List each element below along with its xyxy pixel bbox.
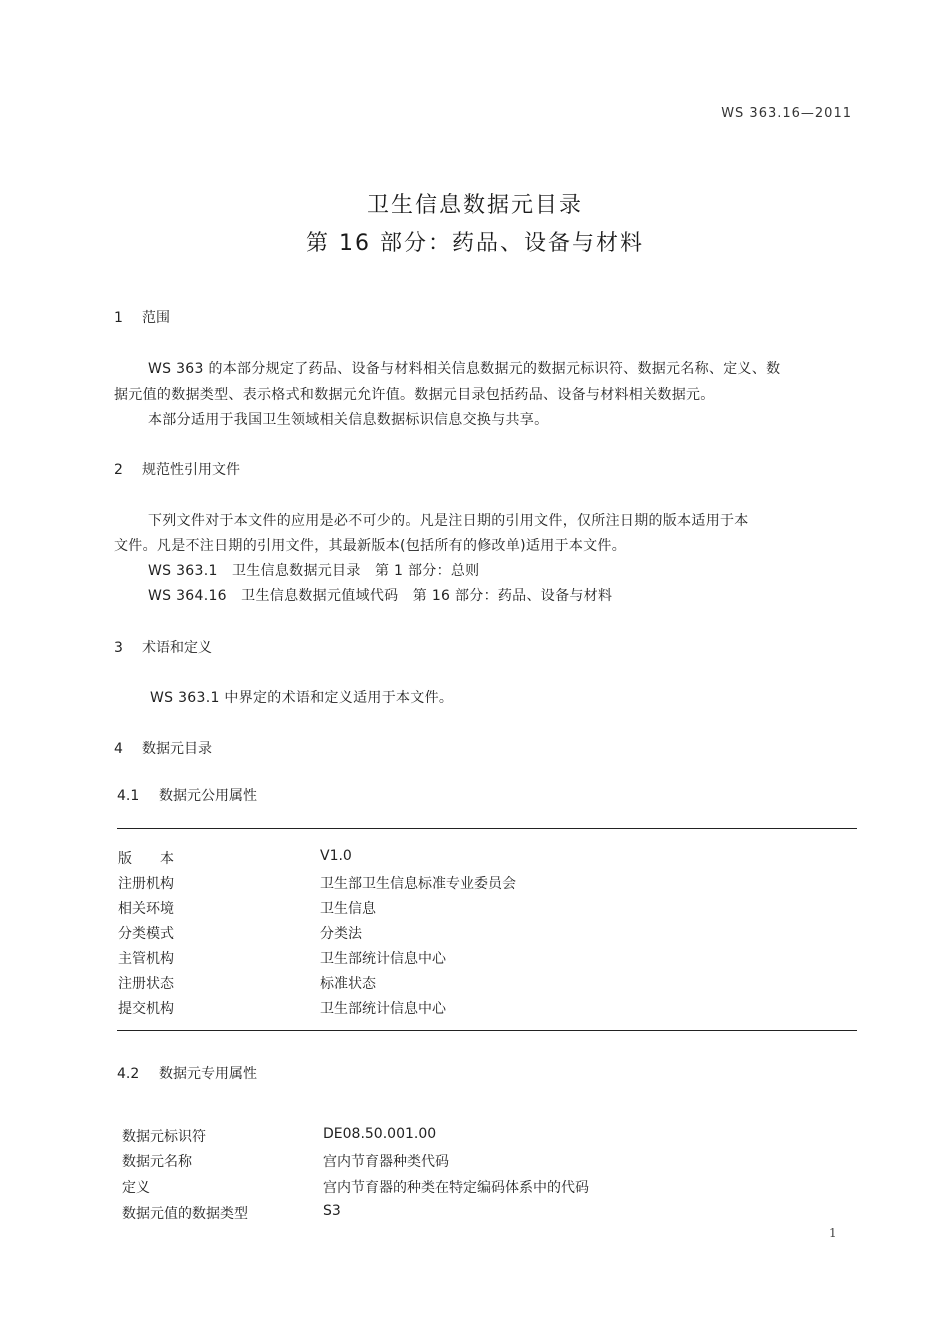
section-title: 术语和定义 [142, 640, 212, 656]
attr-value: S3 [323, 1203, 341, 1219]
section-2-heading [114, 459, 240, 479]
document-code: WS 363.16—2011 [721, 106, 852, 121]
section-title: 数据元目录 [142, 741, 212, 757]
attr-value: 标准状态 [320, 976, 376, 992]
attr-value: 卫生部卫生信息标准专业委员会 [320, 876, 516, 892]
attr-value: 分类法 [320, 926, 362, 942]
attr-key: 注册机构 [118, 876, 174, 892]
reference-item: WS 363.1 卫生信息数据元目录 第 1 部分：总则 [148, 563, 480, 579]
section-number: 4.1 [117, 788, 140, 804]
section-title: 规范性引用文件 [142, 462, 240, 478]
section-2-para-line-1: 下列文件对于本文件的应用是必不可少的。凡是注日期的引用文件，仅所注日期的版本适用于本 [148, 513, 749, 529]
section-4-2-heading [117, 1063, 257, 1083]
attr-key: 数据元值的数据类型 [122, 1206, 248, 1222]
section-2-para-line-2: 文件。凡是不注日期的引用文件，其最新版本(包括所有的修改单)适用于本文件。 [114, 538, 627, 554]
attr-key: 版 本 [118, 851, 174, 867]
attr-key: 数据元名称 [122, 1154, 192, 1170]
attr-value: V1.0 [320, 848, 352, 864]
section-number: 1 [114, 310, 123, 326]
section-3-para: WS 363.1 中界定的术语和定义适用于本文件。 [150, 690, 454, 706]
section-number: 4.2 [117, 1066, 140, 1082]
attr-key: 分类模式 [118, 926, 174, 942]
attr-key: 相关环境 [118, 901, 174, 917]
attr-value: DE08.50.001.00 [323, 1126, 437, 1142]
section-number: 3 [114, 640, 123, 656]
section-title: 数据元专用属性 [159, 1066, 257, 1082]
attr-key: 注册状态 [118, 976, 174, 992]
attr-key: 定义 [122, 1180, 150, 1196]
section-4-heading [114, 738, 212, 758]
section-3-heading [114, 637, 212, 657]
table-bottom-rule [117, 1030, 857, 1031]
section-4-1-heading [117, 785, 257, 805]
page-number: 1 [829, 1226, 837, 1240]
section-1-para-1-line-1: WS 363 的本部分规定了药品、设备与材料相关信息数据元的数据元标识符、数据元名称、定义、数 [148, 361, 781, 377]
document-title: 卫生信息数据元目录 [366, 193, 583, 218]
attr-key: 主管机构 [118, 951, 174, 967]
section-title: 数据元公用属性 [159, 788, 257, 804]
section-1-para-1-line-2: 据元值的数据类型、表示格式和数据元允许值。数据元目录包括药品、设备与材料相关数据元。 [114, 387, 715, 403]
attr-key: 提交机构 [118, 1001, 174, 1017]
document-subtitle: 第 16 部分：药品、设备与材料 [306, 231, 644, 256]
section-number: 4 [114, 741, 123, 757]
attr-value: 宫内节育器的种类在特定编码体系中的代码 [323, 1180, 589, 1196]
reference-item: WS 364.16 卫生信息数据元值域代码 第 16 部分：药品、设备与材料 [148, 588, 613, 604]
section-title: 范围 [142, 310, 170, 326]
section-1-heading [114, 307, 170, 327]
attr-value: 卫生部统计信息中心 [320, 1001, 446, 1017]
attr-value: 宫内节育器种类代码 [323, 1154, 449, 1170]
section-1-para-2: 本部分适用于我国卫生领域相关信息数据标识信息交换与共享。 [148, 412, 549, 428]
section-number: 2 [114, 462, 123, 478]
table-top-rule [117, 828, 857, 829]
attr-value: 卫生信息 [320, 901, 376, 917]
attr-key: 数据元标识符 [122, 1129, 206, 1145]
attr-value: 卫生部统计信息中心 [320, 951, 446, 967]
